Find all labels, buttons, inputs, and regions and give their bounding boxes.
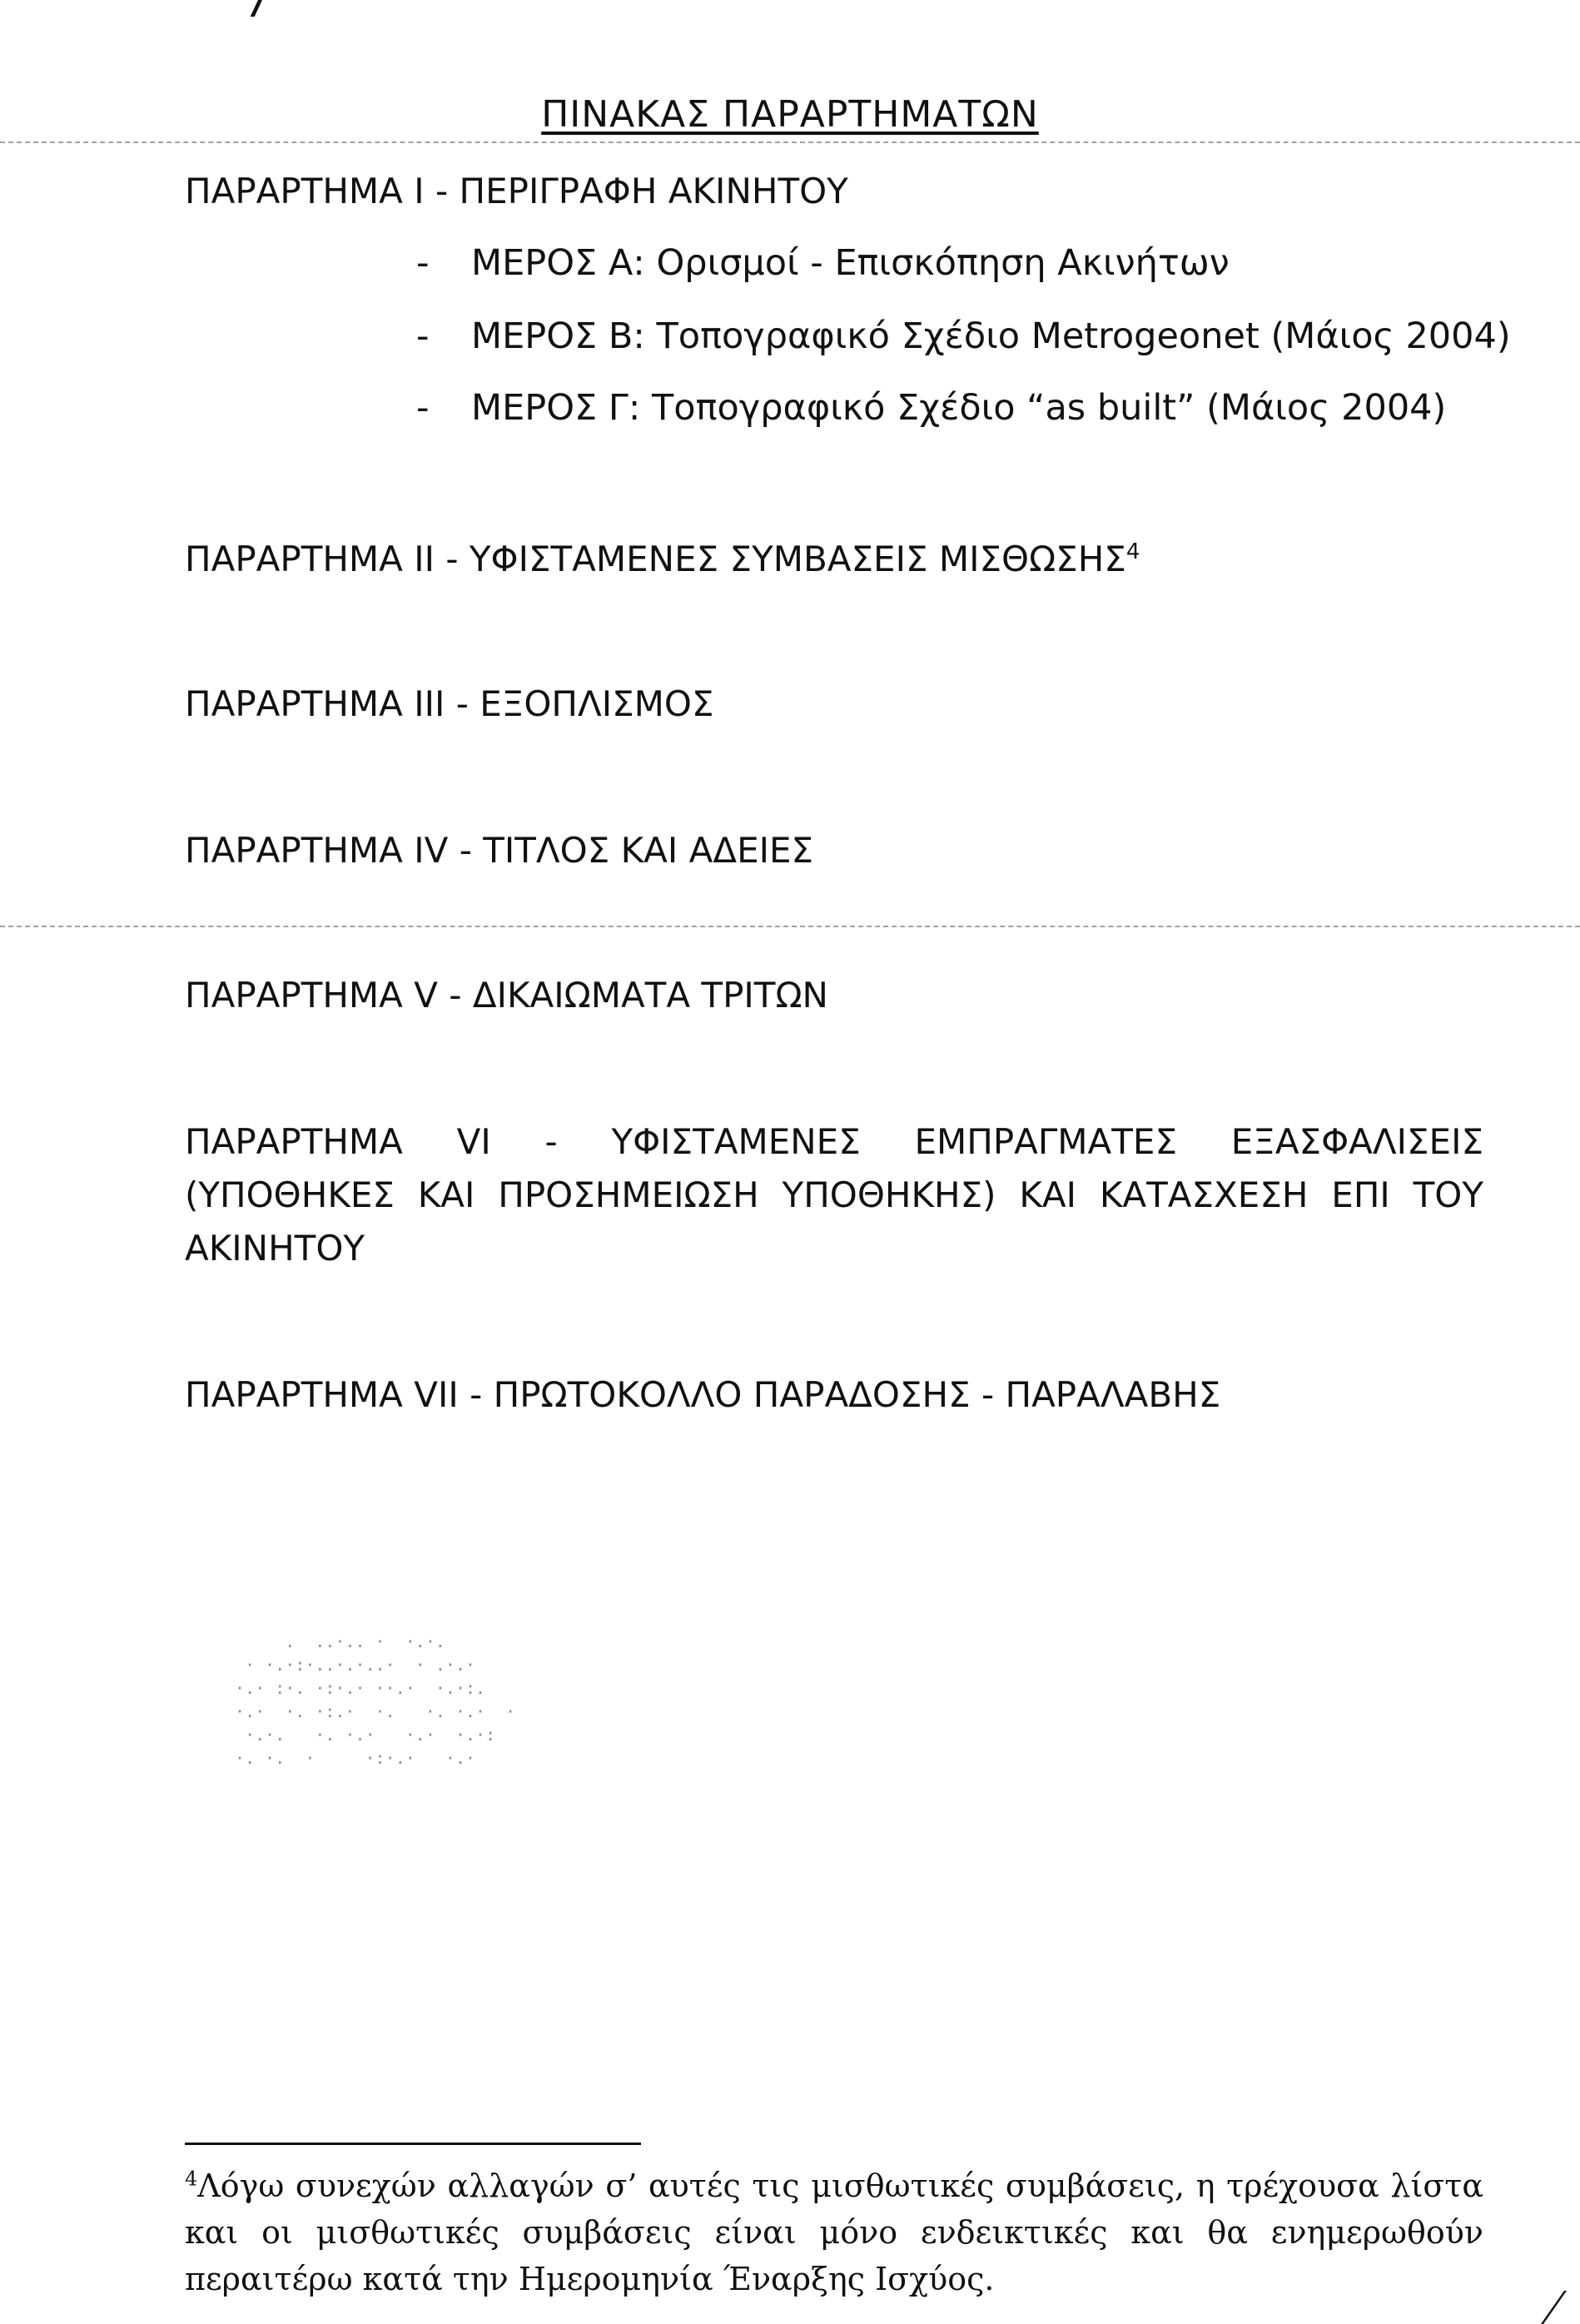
- list-dash: -: [416, 242, 430, 284]
- faded-stamp: . ..·.. · ·.·. · ·.·:·..·.·..· · .·.· ·.· :·. ·:·.· ··.· ·.·:. ·.· ·. ·:.· ·. ·. ·.· · ·.·. ·. ·.· ·.· ·.·: ·. ·. · ·:·.· ·.·: [235, 1631, 516, 1768]
- footnote-ref: 4: [1125, 539, 1140, 564]
- annex-item-5: ΠΑΡΑΡΤΗΜΑ V - ΔΙΚΑΙΩΜΑΤΑ ΤΡΙΤΩΝ: [185, 975, 828, 1016]
- annex-1-part-c: [416, 381, 1446, 435]
- footnote: [185, 2163, 1483, 2302]
- scan-artifact-line: [0, 926, 1580, 927]
- annex-item-2: [185, 533, 1140, 586]
- footnote-text: Λόγω συνεχών αλλαγών σ’ αυτές τις μισθωτικές συμβάσεις, η τρέχουσα λίστα και οι μισθωτικές συμβάσεις είναι μόνο ενδεικτικές και θα ενημερωθούν περαιτέρω κατά την Ημερομηνία Έναρξης Ισχύος.: [185, 2168, 1483, 2297]
- annex-item-3: ΠΑΡΑΡΤΗΜΑ III - ΕΞΟΠΛΙΣΜΟΣ: [185, 683, 714, 724]
- list-dash: -: [416, 387, 430, 429]
- list-dash: -: [416, 315, 430, 357]
- page-title: ΠΙΝΑΚΑΣ ΠΑΡΑΡΤΗΜΑΤΩΝ: [541, 93, 1039, 136]
- annex-item-4: ΠΑΡΑΡΤΗΜΑ IV - ΤΙΤΛΟΣ ΚΑΙ ΑΔΕΙΕΣ: [185, 830, 814, 871]
- footnote-marker: 4: [185, 2167, 198, 2191]
- annex-1-part-b-label: ΜΕΡΟΣ Β: Τοπογραφικό Σχέδιο Metrogeonet (Μάιος 2004): [471, 315, 1511, 357]
- annex-1-part-a-label: ΜΕΡΟΣ Α: Ορισμοί - Επισκόπηση Ακινήτων: [471, 242, 1230, 284]
- annex-item-1: ΠΑΡΑΡΤΗΜΑ I - ΠΕΡΙΓΡΑΦΗ ΑΚΙΝΗΤΟΥ: [185, 171, 848, 211]
- annex-1-part-b: [416, 310, 1511, 363]
- annex-1-part-c-label: ΜΕΡΟΣ Γ: Τοπογραφικό Σχέδιο “as built” (Μάιος 2004): [471, 387, 1447, 429]
- handwritten-mark: [251, 0, 291, 17]
- annex-item-7: ΠΑΡΑΡΤΗΜΑ VII - ΠΡΩΤΟΚΟΛΛΟ ΠΑΡΑΔΟΣΗΣ - ΠΑΡΑΛΑΒΗΣ: [185, 1374, 1221, 1415]
- annex-2-label: ΠΑΡΑΡΤΗΜΑ II - ΥΦΙΣΤΑΜΕΝΕΣ ΣΥΜΒΑΣΕΙΣ ΜΙΣΘΩΣΗΣ: [185, 539, 1126, 579]
- annex-1-part-a: [416, 236, 1230, 290]
- handwritten-mark: [1541, 2291, 1580, 2324]
- scan-artifact-line: [0, 142, 1580, 143]
- annex-item-6: ΠΑΡΑΡΤΗΜΑ VI - ΥΦΙΣΤΑΜΕΝΕΣ ΕΜΠΡΑΓΜΑΤΕΣ ΕΞΑΣΦΑΛΙΣΕΙΣ (ΥΠΟΘΗΚΕΣ ΚΑΙ ΠΡΟΣΗΜΕΙΩΣΗ ΥΠΟΘΗΚΗΣ) ΚΑΙ ΚΑΤΑΣΧΕΣΗ ΕΠΙ ΤΟΥ ΑΚΙΝΗΤΟΥ: [185, 1121, 1483, 1269]
- footnote-separator: [185, 2143, 641, 2145]
